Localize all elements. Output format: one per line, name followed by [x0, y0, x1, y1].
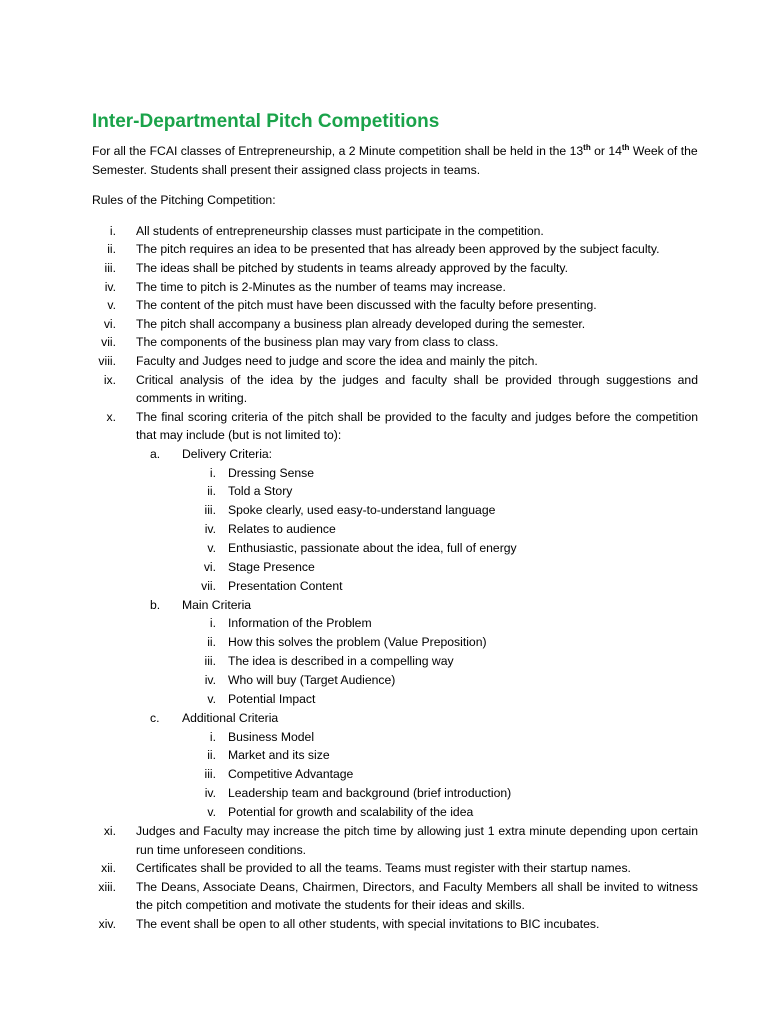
rules-heading: Rules of the Pitching Competition: — [92, 193, 276, 208]
criteria-item-text: Presentation Content — [228, 578, 343, 593]
intro-text-2: or 14 — [590, 144, 622, 158]
criteria-item-number: v. — [207, 805, 216, 820]
rule-text: The final scoring criteria of the pitch shall be provided to the faculty and judges before the competition that may include (but is not limited to): — [136, 409, 698, 443]
criteria-label: Additional Criteria — [182, 710, 279, 725]
criteria-item — [182, 746, 698, 765]
rule-item — [92, 315, 698, 334]
rule-item — [92, 408, 698, 822]
rule-text: The Deans, Associate Deans, Chairmen, Directors, and Faculty Members all shall be invited to witness the pitch competition and motivate the students for their ideas and skills. — [136, 879, 698, 913]
rule-number: iii. — [104, 260, 116, 275]
criteria-item — [182, 501, 698, 520]
criteria-sublist — [182, 728, 698, 823]
rule-text: The time to pitch is 2-Minutes as the number of teams may increase. — [136, 279, 506, 294]
criteria-item-text: Who will buy (Target Audience) — [228, 673, 396, 688]
rule-text: Faculty and Judges need to judge and score the idea and mainly the pitch. — [136, 353, 538, 368]
rule-text: The pitch shall accompany a business plan already developed during the semester. — [136, 316, 586, 331]
criteria-item-text: Spoke clearly, used easy-to-understand language — [228, 503, 496, 518]
criteria-item-number: ii. — [207, 484, 216, 499]
criteria-item-text: Potential for growth and scalability of the idea — [228, 805, 474, 820]
rule-number: ix. — [103, 372, 116, 387]
rules-list — [92, 222, 698, 934]
criteria-item-text: Information of the Problem — [228, 616, 372, 631]
rule-item — [92, 296, 698, 315]
criteria-item-number: ii. — [207, 635, 216, 650]
rule-item — [92, 915, 698, 934]
rule-item — [92, 371, 698, 408]
criteria-item — [182, 464, 698, 483]
criteria-list — [136, 445, 698, 822]
intro-paragraph — [92, 142, 698, 179]
criteria-label: Delivery Criteria: — [182, 446, 273, 461]
rule-number: vi. — [103, 316, 116, 331]
criteria-item-number: ii. — [207, 748, 216, 763]
rule-item — [92, 859, 698, 878]
criteria-item — [182, 633, 698, 652]
rule-text: The ideas shall be pitched by students in teams already approved by the faculty. — [136, 260, 569, 275]
criteria-item-number: i. — [209, 465, 216, 480]
rule-number: xiv. — [98, 917, 116, 932]
criteria-item-text: Potential Impact — [228, 692, 316, 707]
criteria-letter: a. — [150, 446, 161, 461]
criteria-item — [182, 558, 698, 577]
criteria-group-delivery — [136, 445, 698, 596]
criteria-item-text: Dressing Sense — [228, 465, 315, 480]
rule-number: xii. — [101, 861, 116, 876]
intro-text-1: For all the FCAI classes of Entrepreneurship, a 2 Minute competition shall be held in the 13 — [92, 144, 584, 158]
rule-number: x. — [106, 409, 116, 424]
criteria-sublist — [182, 464, 698, 596]
rule-number: viii. — [98, 353, 116, 368]
criteria-item-text: Stage Presence — [228, 560, 315, 575]
rule-number: xi. — [103, 824, 116, 839]
rule-number: iv. — [104, 279, 116, 294]
rule-text: Certificates shall be provided to all the teams. Teams must register with their startup names. — [136, 861, 631, 876]
criteria-item — [182, 539, 698, 558]
rule-text: All students of entrepreneurship classes must participate in the competition. — [136, 223, 544, 238]
rule-text: The content of the pitch must have been discussed with the faculty before presenting. — [136, 298, 597, 313]
rule-text: The event shall be open to all other students, with special invitations to BIC incubates. — [136, 917, 600, 932]
rule-number: xiii. — [98, 879, 116, 894]
rule-number: i. — [109, 223, 116, 238]
criteria-item-number: v. — [207, 692, 216, 707]
criteria-item-text: The idea is described in a compelling way — [228, 654, 454, 669]
criteria-item — [182, 520, 698, 539]
criteria-item — [182, 614, 698, 633]
criteria-item — [182, 803, 698, 822]
criteria-item-text: Competitive Advantage — [228, 767, 354, 782]
criteria-sublist — [182, 614, 698, 709]
criteria-item-text: Enthusiastic, passionate about the idea, full of energy — [228, 541, 517, 556]
criteria-item-number: i. — [209, 616, 216, 631]
criteria-item-text: Told a Story — [228, 484, 293, 499]
rule-item — [92, 822, 698, 859]
criteria-letter: c. — [150, 710, 160, 725]
criteria-item-text: Leadership team and background (brief introduction) — [228, 786, 512, 801]
criteria-item — [182, 482, 698, 501]
criteria-item-number: vi. — [203, 560, 216, 575]
rule-item — [92, 878, 698, 915]
rule-item — [92, 333, 698, 352]
criteria-item-number: i. — [209, 729, 216, 744]
criteria-letter: b. — [150, 597, 161, 612]
rule-text: Critical analysis of the idea by the judges and faculty shall be provided through suggestions and comments in writing. — [136, 372, 698, 406]
rule-item — [92, 240, 698, 259]
criteria-item-text: Market and its size — [228, 748, 330, 763]
criteria-item-number: iii. — [204, 767, 216, 782]
criteria-item-number: iv. — [204, 673, 216, 688]
criteria-item — [182, 577, 698, 596]
rule-text: The components of the business plan may vary from class to class. — [136, 335, 499, 350]
criteria-item — [182, 652, 698, 671]
criteria-item-number: iii. — [204, 654, 216, 669]
criteria-item-number: iii. — [204, 503, 216, 518]
rule-item — [92, 352, 698, 371]
criteria-item-text: How this solves the problem (Value Preposition) — [228, 635, 487, 650]
rule-text: Judges and Faculty may increase the pitch time by allowing just 1 extra minute depending upon certain run time unforeseen conditions. — [136, 824, 698, 857]
rule-number: ii. — [107, 242, 116, 257]
intro-superscript-1: th — [583, 142, 591, 152]
criteria-item — [182, 784, 698, 803]
criteria-item-number: iv. — [204, 522, 216, 537]
rule-item — [92, 222, 698, 241]
criteria-group-additional — [136, 709, 698, 822]
criteria-group-main — [136, 596, 698, 709]
rule-number: vii. — [101, 335, 116, 350]
criteria-item — [182, 690, 698, 709]
criteria-item-number: vii. — [201, 578, 216, 593]
criteria-item-text: Relates to audience — [228, 522, 336, 537]
intro-superscript-2: th — [621, 142, 630, 152]
rule-text: The pitch requires an idea to be presented that has already been approved by the subject faculty. — [136, 242, 660, 257]
criteria-item-number: v. — [207, 541, 216, 556]
criteria-item-number: iv. — [204, 786, 216, 801]
rule-item — [92, 278, 698, 297]
criteria-item — [182, 765, 698, 784]
criteria-item — [182, 728, 698, 747]
criteria-item — [182, 671, 698, 690]
intro-text-3: Week of the Semester. Students shall present their assigned class projects in teams. — [92, 144, 698, 177]
page-title: Inter-Departmental Pitch Competitions — [92, 111, 440, 132]
rule-item — [92, 259, 698, 278]
rule-number: v. — [107, 298, 116, 313]
criteria-item-text: Business Model — [228, 729, 315, 744]
criteria-label: Main Criteria — [182, 597, 252, 612]
